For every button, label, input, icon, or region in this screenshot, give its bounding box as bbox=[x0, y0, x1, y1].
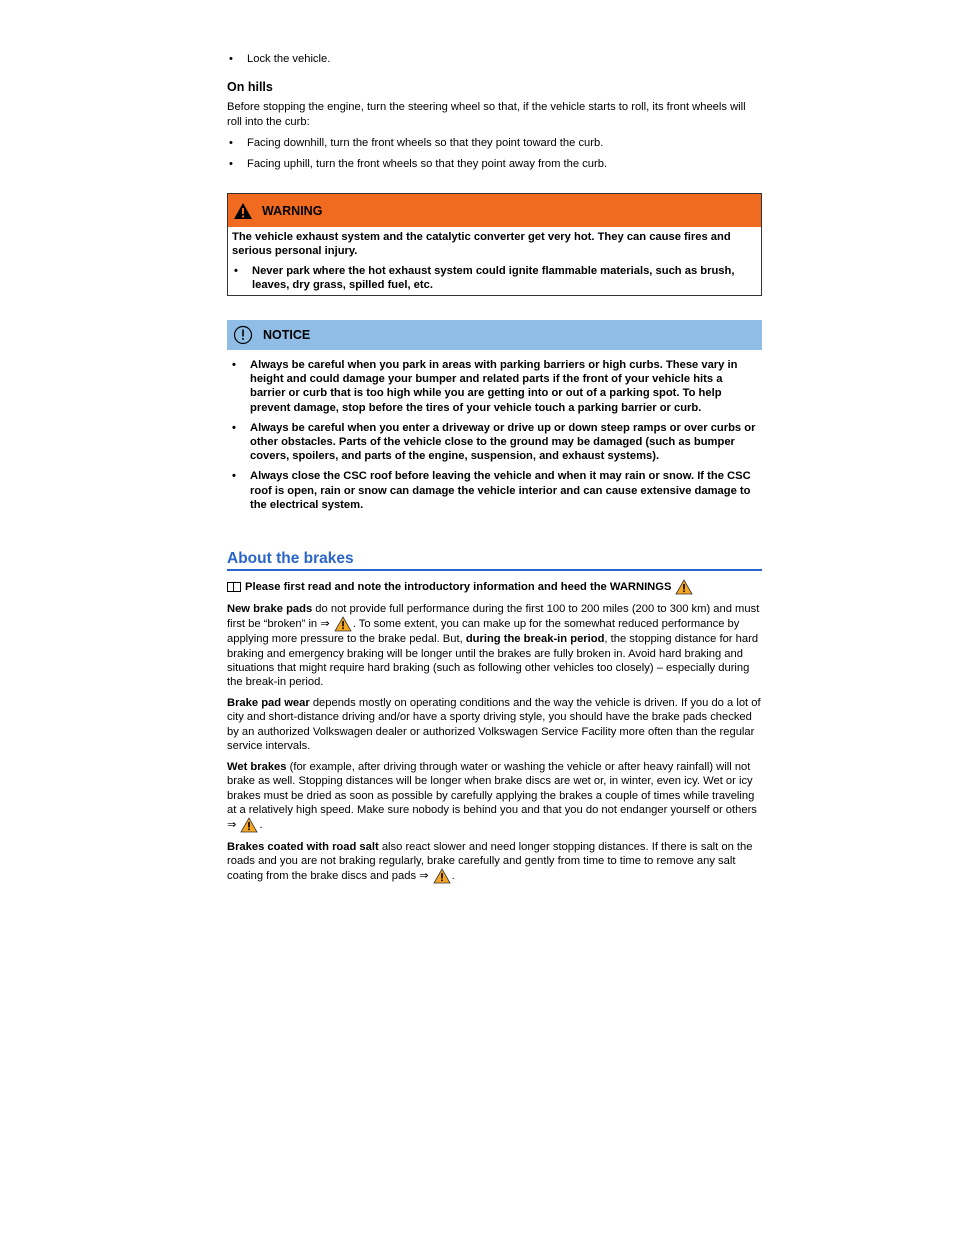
warning-header bbox=[228, 194, 761, 227]
bullet-dot: • bbox=[232, 359, 236, 372]
hills-heading: On hills bbox=[227, 80, 273, 95]
bullet-dot: • bbox=[229, 53, 233, 65]
paragraph-brake-pad-wear: Brake pad wear depends mostly on operating conditions and the way the vehicle is driven. If you do a lot of city and short-distance driving and/or have a sporty driving style, you should have the brake pads checked by an authorized Volkswagen dealer or authorized Volkswagen Service Facility more often than the regular service intervals. bbox=[227, 697, 761, 752]
section-heading-brakes: About the brakes bbox=[227, 552, 762, 571]
list-item: • Never park where the hot exhaust system could ignite flammable materials, such as brush, leaves, dry grass, spilled fuel, etc. bbox=[234, 264, 735, 291]
intro-reference: Please first read and note the introductory information and heed the WARNINGS bbox=[227, 579, 762, 595]
list-item: • Always be careful when you park in areas with parking barriers or high curbs. These vary in height and could damage your bumper and related parts if the front of your vehicle hits a barrier or curb that is too high while you are getting into or out of a parking spot. To help prevent damage, stop before the tires of your vehicle touch a parking barrier or curb. bbox=[232, 359, 738, 414]
paragraph-road-salt: Brakes coated with road salt also react slower and need longer stopping distances. If there is salt on the roads and you are not braking regularly, brake carefully and gently from time to time to remove any salt coating from the brake discs and pads ⇒ . bbox=[227, 840, 753, 883]
bullet-dot: • bbox=[229, 136, 233, 149]
manual-page bbox=[227, 52, 762, 891]
list-item: • Facing uphill, turn the front wheels so that they point away from the curb. bbox=[229, 158, 608, 171]
warning-triangle-icon bbox=[233, 202, 253, 220]
list-item: • Lock the vehicle. bbox=[229, 53, 331, 65]
list-item: • Always be careful when you enter a driveway or drive up or down steep ramps or over curbs or other obstacles. Parts of the vehicle close to the ground may be damaged (such as bumper covers, spoilers, and parts of the engine, suspension, and exhaust systems). bbox=[232, 421, 756, 463]
warning-body bbox=[228, 227, 761, 295]
warning-text: The vehicle exhaust system and the catalytic converter get very hot. They can cause fires and serious personal injury. bbox=[232, 231, 731, 258]
warning-box bbox=[227, 193, 762, 296]
list-item: • Facing downhill, turn the front wheels so that they point toward the curb. bbox=[229, 136, 604, 149]
warning-title: WARNING bbox=[262, 203, 323, 218]
paragraph-new-brake-pads: New brake pads do not provide full performance during the first 100 to 200 miles (200 to 300 km) and must first be “broken” in ⇒ . To some extent, you can make up for the somewhat reduced performance by applying more pressure to the brake pedal. But, during the break-in period, the stopping distance for hard braking and emergency braking will be longer until the brakes are fully broken in. Avoid hard braking and situations that might require hard braking (such as following other vehicles too closely) – especially during the break-in period. bbox=[227, 603, 760, 689]
bullet-dot: • bbox=[232, 421, 236, 434]
book-icon bbox=[227, 582, 241, 592]
bullet-dot: • bbox=[232, 470, 236, 483]
notice-header bbox=[227, 320, 762, 350]
warning-triangle-icon[interactable] bbox=[240, 817, 258, 833]
bullet-dot: • bbox=[234, 264, 238, 277]
notice-body bbox=[227, 350, 762, 512]
warning-triangle-icon[interactable] bbox=[433, 868, 451, 884]
hills-intro: Before stopping the engine, turn the steering wheel so that, if the vehicle starts to roll, its front wheels will roll into the curb: bbox=[227, 101, 746, 128]
notice-exclamation-icon bbox=[233, 325, 253, 345]
warning-triangle-icon bbox=[675, 579, 693, 595]
bullet-dot: • bbox=[229, 158, 233, 171]
notice-title: NOTICE bbox=[263, 327, 311, 342]
warning-triangle-icon[interactable] bbox=[334, 616, 352, 632]
list-item: • Always close the CSC roof before leaving the vehicle and when it may rain or snow. If the CSC roof is open, rain or snow can damage the vehicle interior and can cause extensive damage to the electrical system. bbox=[232, 470, 751, 511]
paragraph-wet-brakes: Wet brakes (for example, after driving through water or washing the vehicle or after heavy rainfall) will not brake as well. Stopping distances will be longer when brake discs are wet or, in winter, even icy. Wet or icy brakes must be dried as soon as possible by carefully applying the brakes a couple of times while traveling at a relatively high speed. Make sure nobody is behind you and that you do not endanger yourself or others ⇒ . bbox=[227, 761, 757, 831]
